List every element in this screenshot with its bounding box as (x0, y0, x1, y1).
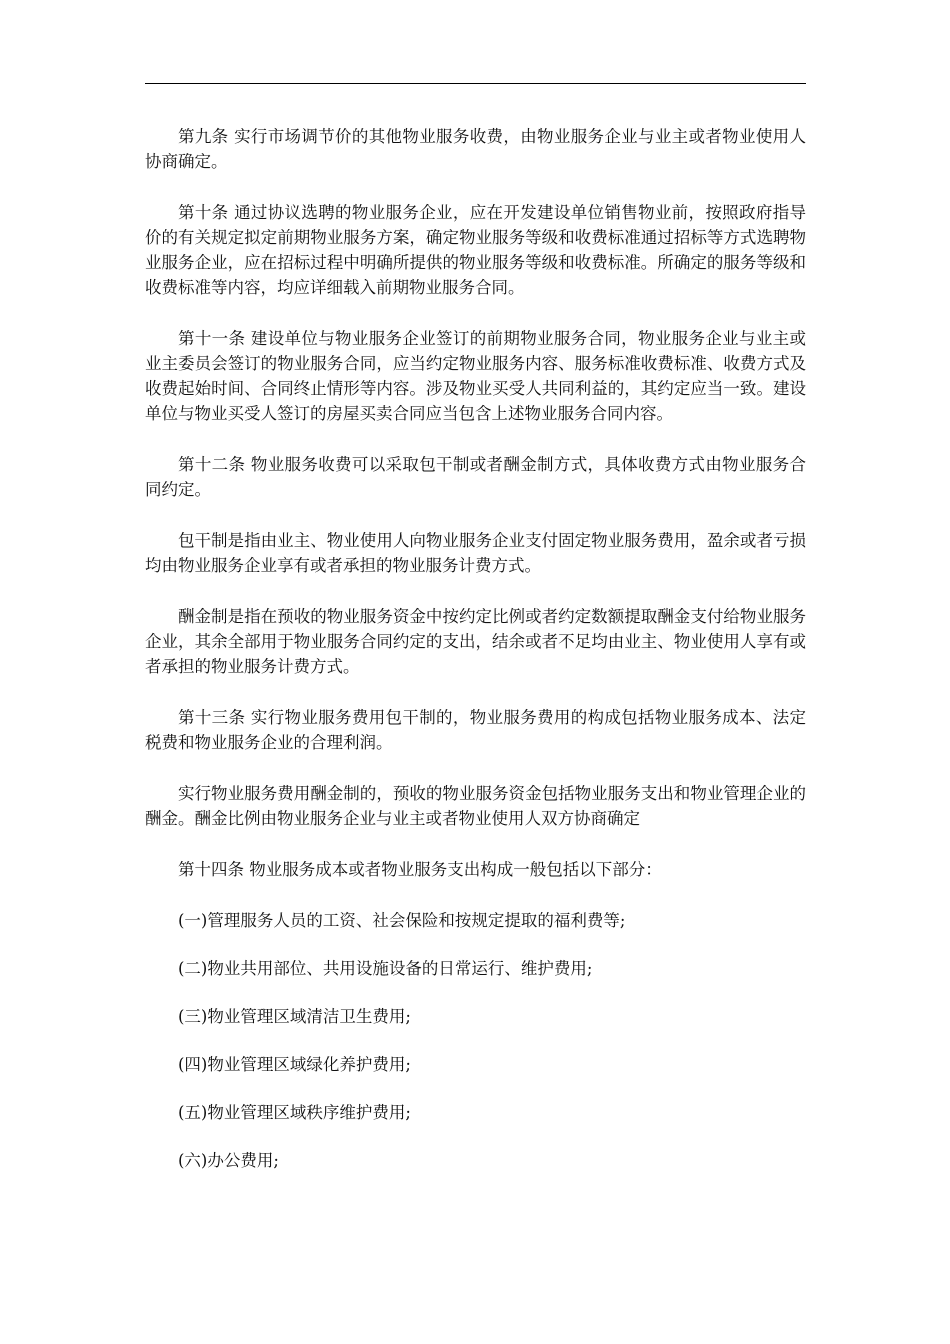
document-body (145, 124, 806, 1196)
list-item: (五)物业管理区域秩序维护费用; (178, 1103, 411, 1122)
paragraph-remuneration-system: 酬金制是指在预收的物业服务资金中按约定比例或者约定数额提取酬金支付给物业服务企业，其余全部用于物业服务合同约定的支出，结余或者不足均由业主、物业使用人享有或者承担的物业服务计费方式。 (145, 607, 806, 676)
paragraph-lump-sum-system: 包干制是指由业主、物业使用人向物业服务企业支付固定物业服务费用，盈余或者亏损均由物业服务企业享有或者承担的物业服务计费方式。 (145, 531, 806, 575)
paragraph-article-11: 第十一条 建设单位与物业服务企业签订的前期物业服务合同，物业服务企业与业主或业主委员会签订的物业服务合同，应当约定物业服务内容、服务标准收费标准、收费方式及收费起始时间、合同终止情形等内容。涉及物业买受人共同利益的，其约定应当一致。建设单位与物业买受人签订的房屋买卖合同应当包含上述物业服务合同内容。 (145, 329, 806, 423)
paragraph-article-13: 第十三条 实行物业服务费用包干制的，物业服务费用的构成包括物业服务成本、法定税费和物业服务企业的合理利润。 (145, 708, 806, 752)
list-item: (六)办公费用; (178, 1151, 279, 1170)
paragraph-article-10: 第十条 通过协议选聘的物业服务企业，应在开发建设单位销售物业前，按照政府指导价的有关规定拟定前期物业服务方案，确定物业服务等级和收费标准通过招标等方式选聘物业服务企业，应在招标过程中明确所提供的物业服务等级和收费标准。所确定的服务等级和收费标准等内容，均应详细载入前期物业服务合同。 (145, 203, 806, 297)
list-item: (三)物业管理区域清洁卫生费用; (178, 1007, 411, 1026)
paragraph-article-14: 第十四条 物业服务成本或者物业服务支出构成一般包括以下部分： (178, 860, 662, 879)
paragraph-remuneration-fees: 实行物业服务费用酬金制的，预收的物业服务资金包括物业服务支出和物业管理企业的酬金。酬金比例由物业服务企业与业主或者物业使用人双方协商确定 (145, 784, 806, 828)
list-item: (四)物业管理区域绿化养护费用; (178, 1055, 411, 1074)
list-item: (一)管理服务人员的工资、社会保险和按规定提取的福利费等; (178, 911, 626, 930)
paragraph-article-9: 第九条 实行市场调节价的其他物业服务收费，由物业服务企业与业主或者物业使用人协商确定。 (145, 127, 806, 171)
list-item: (二)物业共用部位、共用设施设备的日常运行、维护费用; (178, 959, 593, 978)
paragraph-article-12: 第十二条 物业服务收费可以采取包干制或者酬金制方式，具体收费方式由物业服务合同约定。 (145, 455, 806, 499)
header-rule (145, 83, 806, 84)
